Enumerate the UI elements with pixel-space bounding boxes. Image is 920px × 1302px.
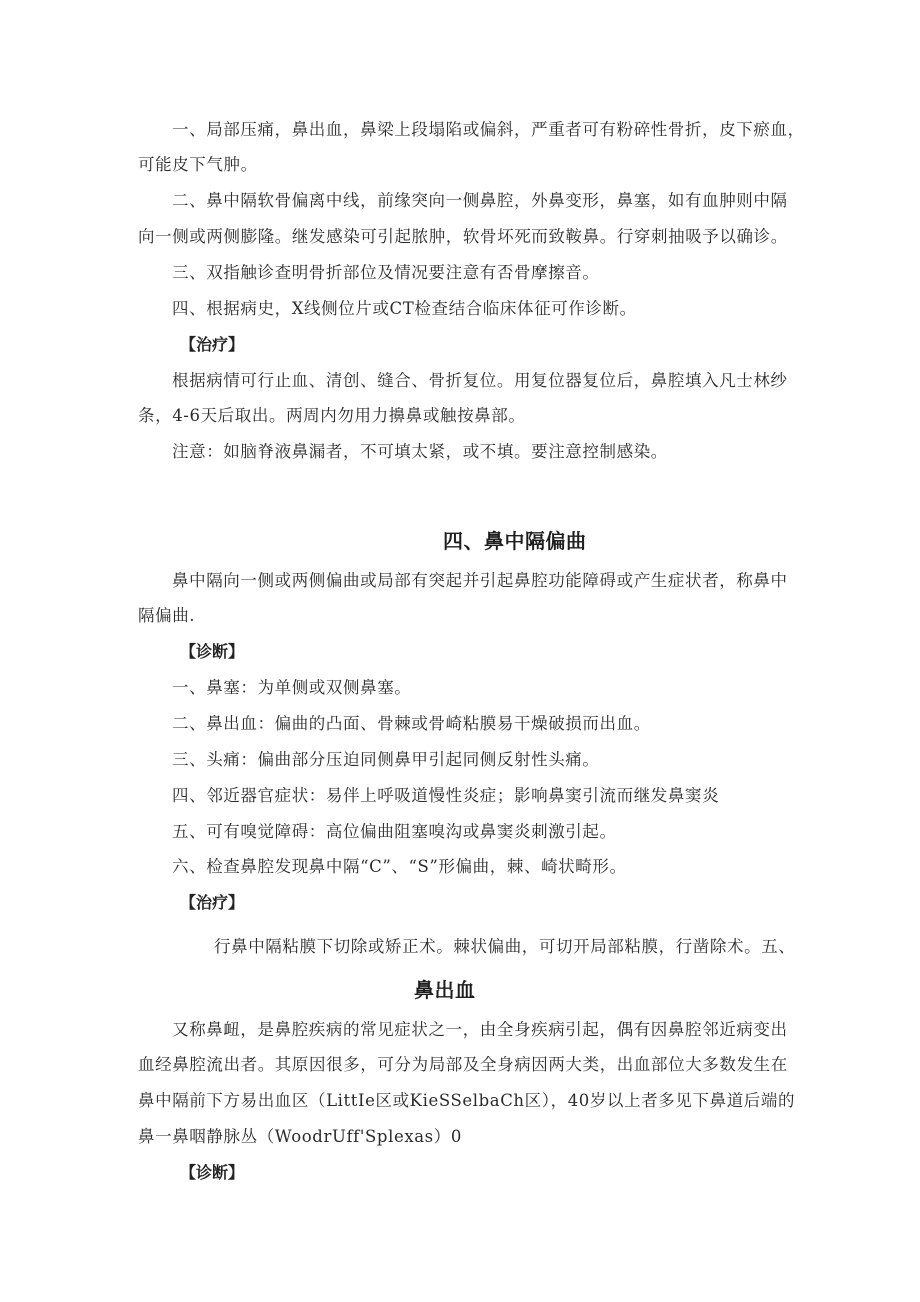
epistaxis-intro-line: 鼻一鼻咽静脉丛（WoodrUff'Splexas）0 <box>138 1127 462 1146</box>
diagnosis-item-3: 三、双指触诊查明骨折部位及情况要注意有否骨摩擦音。 <box>172 263 600 282</box>
septum-intro-line-1: 鼻中隔向一侧或两侧偏曲或局部有突起并引起鼻腔功能障碍或产生症状者，称鼻中 <box>172 571 788 590</box>
epistaxis-diagnosis-heading: 【诊断】 <box>180 1163 245 1182</box>
diagnosis-item-4: 四、根据病史，X线侧位片或CT检查结合临床体征可作诊断。 <box>172 299 637 318</box>
diagnosis-item-1-line-1: 一、局部压痛，鼻出血，鼻梁上段塌陷或偏斜，严重者可有粉碎性骨折，皮下瘀血， <box>172 120 805 139</box>
section-title-epistaxis: 鼻出血 <box>414 978 476 1002</box>
septum-intro-line-2: 隔偏曲. <box>138 606 196 625</box>
septum-diagnosis-item: 六、检查鼻腔发现鼻中隔“C”、“S”形偏曲，棘、崎状畸形。 <box>172 857 627 876</box>
septum-diagnosis-item: 四、邻近器官症状：易伴上呼吸道慢性炎症；影响鼻窦引流而继发鼻窦炎 <box>172 786 720 805</box>
septum-treatment-text: 行鼻中隔粘膜下切除或矫正术。棘状偏曲，可切开局部粘膜，行凿除术。五、 <box>214 937 796 956</box>
epistaxis-intro-line: 又称鼻衄，是鼻腔疾病的常见症状之一，由全身疾病引起，偶有因鼻腔邻近病变出 <box>172 1020 788 1039</box>
treatment-line-2: 条，4-6天后取出。两周内勿用力擤鼻或触按鼻部。 <box>138 406 526 425</box>
diagnosis-item-2-line-2: 向一侧或两侧膨隆。继发感染可引起脓肿，软骨坏死而致鞍鼻。行穿刺抽吸予以确诊。 <box>138 227 788 246</box>
septum-diagnosis-item: 三、头痛：偏曲部分压迫同侧鼻甲引起同侧反射性头痛。 <box>172 750 600 769</box>
septum-diagnosis-item: 二、鼻出血：偏曲的凸面、骨棘或骨崎粘膜易干燥破损而出血。 <box>172 714 651 733</box>
septum-diagnosis-item: 五、可有嗅觉障碍：高位偏曲阻塞嗅沟或鼻窦炎刺激引起。 <box>172 822 617 841</box>
septum-treatment-heading: 【治疗】 <box>180 893 245 912</box>
epistaxis-intro-line: 血经鼻腔流出者。其原因很多，可分为局部及全身病因两大类，出血部位大多数发生在 <box>138 1055 788 1074</box>
diagnosis-item-1-line-2: 可能皮下气肿。 <box>138 155 258 174</box>
treatment-line-1: 根据病情可行止血、清创、缝合、骨折复位。用复位器复位后，鼻腔填入凡士林纱 <box>172 371 788 390</box>
diagnosis-item-2-line-1: 二、鼻中隔软骨偏离中线，前缘突向一侧鼻腔，外鼻变形，鼻塞，如有血肿则中隔 <box>172 191 788 210</box>
epistaxis-intro-line: 鼻中隔前下方易出血区（LittIe区或KieSSelbaCh区），40岁以上者多见下鼻道后端的 <box>138 1091 796 1110</box>
treatment-note: 注意：如脑脊液鼻漏者，不可填太紧，或不填。要注意控制感染。 <box>172 442 668 461</box>
section-title-septum-deviation: 四、鼻中隔偏曲 <box>443 529 587 553</box>
diagnosis-heading: 【诊断】 <box>180 642 245 661</box>
septum-diagnosis-item: 一、鼻塞：为单侧或双侧鼻塞。 <box>172 678 412 697</box>
treatment-heading: 【治疗】 <box>180 335 245 354</box>
